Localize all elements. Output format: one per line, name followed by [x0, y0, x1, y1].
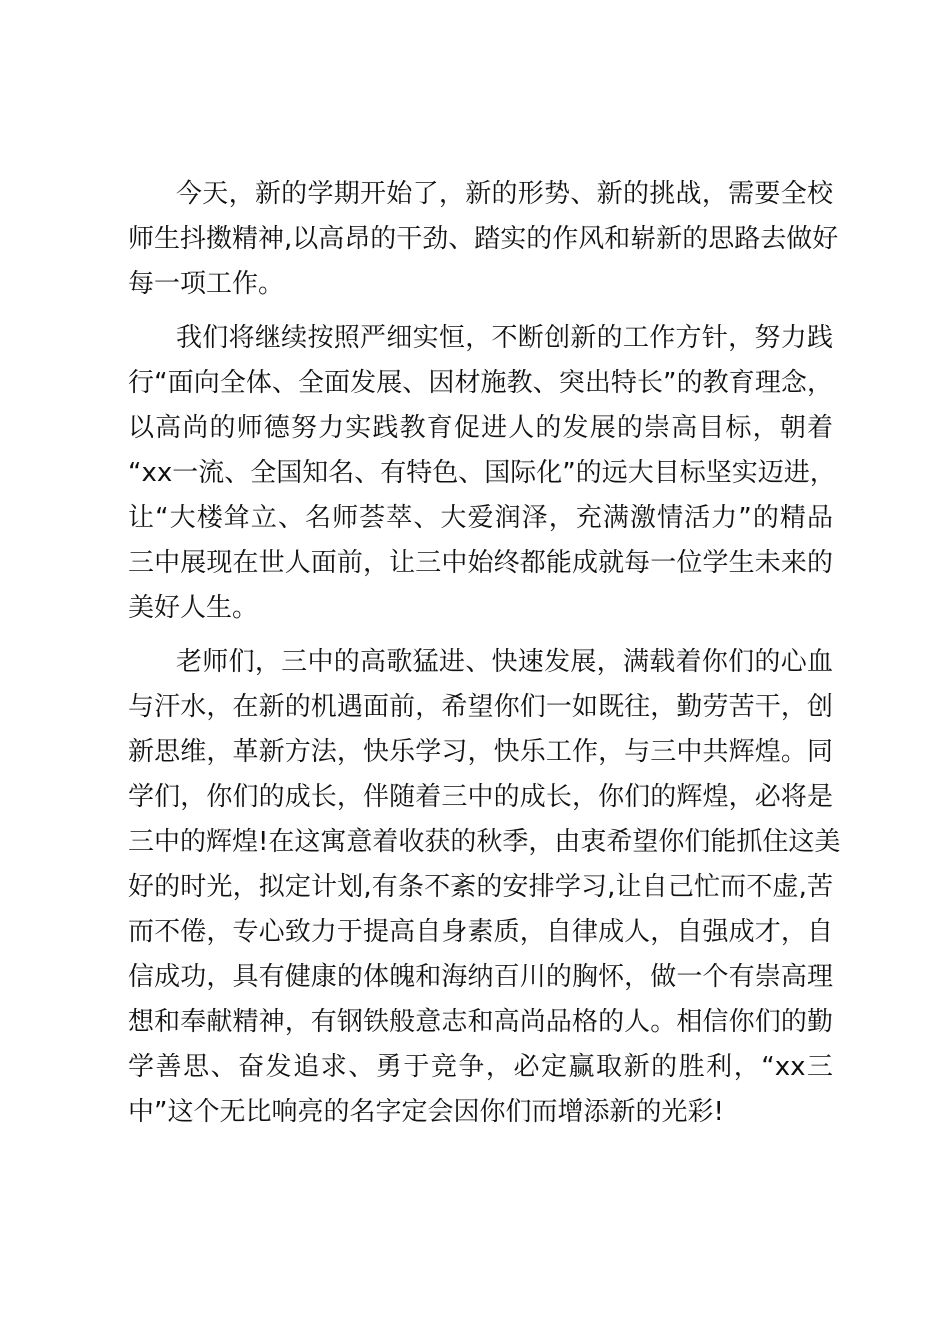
paragraph-line: 想和奉献精神，有钢铁般意志和高尚品格的人。相信你们的勤	[128, 1007, 833, 1037]
paragraph-line: 中”这个无比响亮的名字定会因你们而增添新的光彩!	[128, 1097, 724, 1127]
document-body	[128, 172, 841, 1135]
paragraph-3	[128, 640, 841, 1135]
paragraph-line: 与汗水，在新的机遇面前，希望你们一如既往，勤劳苦干，创	[128, 692, 833, 722]
paragraph-line: 行“面向全体、全面发展、因材施教、突出特长”的教育理念，	[128, 368, 833, 398]
paragraph-line: 信成功，具有健康的体魄和海纳百川的胸怀，做一个有崇高理	[128, 962, 833, 992]
paragraph-line: 我们将继续按照严细实恒，不断创新的工作方针，努力践	[176, 323, 833, 353]
paragraph-line: 每一项工作。	[128, 269, 285, 299]
paragraph-line: 学们，你们的成长，伴随着三中的成长，你们的辉煌，必将是	[128, 782, 833, 812]
paragraph-line: 学善思、奋发追求、勇于竞争，必定赢取新的胜利，“xx三	[128, 1052, 833, 1082]
paragraph-line: “xx一流、全国知名、有特色、国际化”的远大目标坚实迈进，	[128, 458, 836, 488]
paragraph-line: 好的时光，拟定计划,有条不紊的安排学习,让自己忙而不虚,苦	[128, 872, 833, 902]
paragraph-line: 新思维，革新方法，快乐学习，快乐工作，与三中共辉煌。同	[128, 737, 833, 767]
paragraph-1	[128, 172, 839, 307]
paragraph-line: 而不倦，专心致力于提高自身素质，自律成人，自强成才，自	[128, 917, 833, 947]
paragraph-line: 三中展现在世人面前，让三中始终都能成就每一位学生未来的	[128, 548, 833, 578]
paragraph-line: 让“大楼耸立、名师荟萃、大爱润泽，充满激情活力”的精品	[128, 503, 833, 533]
paragraph-line: 师生抖擞精神,以高昂的干劲、踏实的作风和崭新的思路去做好	[128, 224, 839, 254]
paragraph-line: 今天，新的学期开始了，新的形势、新的挑战，需要全校	[176, 179, 833, 209]
paragraph-line: 三中的辉煌!在这寓意着收获的秋季，由衷希望你们能抓住这美	[128, 827, 841, 857]
paragraph-line: 老师们，三中的高歌猛进、快速发展，满载着你们的心血	[176, 647, 833, 677]
paragraph-line: 以高尚的师德努力实践教育促进人的发展的崇高目标，朝着	[128, 413, 833, 443]
paragraph-2	[128, 316, 836, 631]
paragraph-line: 美好人生。	[128, 593, 259, 623]
